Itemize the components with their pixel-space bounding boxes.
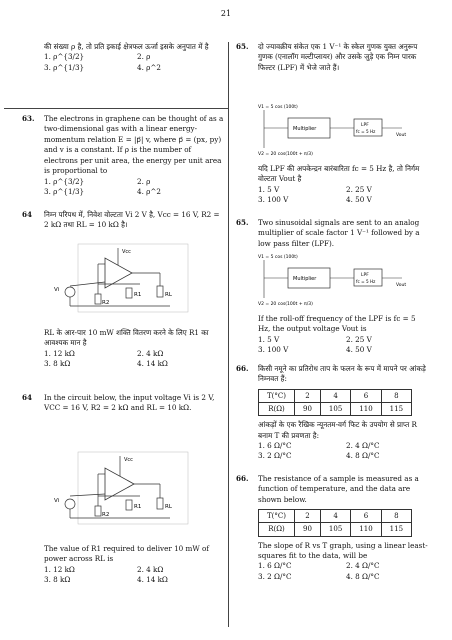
separator — [4, 108, 228, 109]
svg-text:Vout: Vout — [396, 133, 407, 138]
option-3[interactable]: 3. 100 V — [258, 195, 289, 205]
svg-text:RL: RL — [165, 292, 172, 298]
option-3[interactable]: 3. 8 kΩ — [44, 575, 71, 585]
option-2[interactable]: 2. 25 V — [346, 184, 372, 194]
question-65-hindi-after: यदि LPF की अपकेन्द्रन बारंबारिता fc = 5 Hz है, तो निर्गम वोल्टता Vout है — [258, 164, 420, 184]
svg-text:Multiplier: Multiplier — [293, 276, 317, 282]
question-64-hindi-prompt — [44, 328, 224, 370]
question-65-hindi-text: दो ज्यावक्रीय संकेत एक 1 V⁻¹ के स्केल गुणक युक्त अनुरूप गुणक (एनालॉग मल्टीप्लायर) और उसके जुड़े एक निम्न पारक फिल्टर (LPF) में भेजे जाते हैं। — [258, 42, 418, 72]
question-64-english-prompt — [44, 544, 224, 586]
option-2[interactable]: 2. 25 V — [346, 334, 372, 344]
question-64-hindi-options — [44, 349, 224, 370]
question-66-hindi-options — [258, 441, 428, 462]
option-4[interactable]: 4. ρ^2 — [137, 187, 161, 197]
question-64-hindi-after: RL के आर-पार 10 mW शक्ति वितरण करने के लिए R1 का आवश्यक मान है — [44, 328, 209, 348]
option-1[interactable]: 1. 12 kΩ — [44, 348, 75, 358]
question-63 — [22, 114, 224, 198]
question-64-english-text: In the circuit below, the input voltage Vi is 2 V, VCC = 16 V, R2 = 2 kΩ and RL = 10 kΩ. — [44, 393, 215, 413]
svg-text:Vout: Vout — [396, 283, 407, 288]
svg-text:LPF: LPF — [361, 273, 369, 278]
question-number: 65. — [236, 42, 249, 51]
svg-text:Vi: Vi — [54, 498, 60, 504]
option-4[interactable]: 4. 8 Ω/°C — [346, 571, 380, 581]
question-65-english-options — [258, 335, 428, 356]
option-1[interactable]: 1. ρ^{3/2} — [44, 176, 85, 186]
svg-text:R2: R2 — [102, 512, 110, 518]
question-66-hindi-text: किसी नमूने का प्रतिरोध ताप के फलन के रूप में मापने पर आंकड़े निम्नवत हैं: — [258, 364, 426, 384]
option-2[interactable]: 2. ρ — [137, 52, 151, 62]
option-1[interactable]: 1. 5 V — [258, 184, 280, 194]
question-66-english-after: The slope of R vs T graph, using a linear least-squares fit to the data, will be — [258, 540, 428, 561]
multiplier-lpf-diagram-2 — [256, 252, 426, 308]
question-number: 65. — [236, 218, 249, 227]
option-2[interactable]: 2. 4 Ω/°C — [346, 441, 380, 451]
question-64-english — [22, 393, 224, 414]
page-number: 21 — [220, 9, 232, 18]
svg-text:Vi: Vi — [54, 287, 60, 293]
option-4[interactable]: 4. 50 V — [346, 195, 372, 205]
option-1[interactable]: 1. 6 Ω/°C — [258, 441, 292, 451]
option-4[interactable]: 4. 50 V — [346, 345, 372, 355]
multiplier-lpf-diagram — [256, 102, 426, 158]
option-3[interactable]: 3. ρ^{1/3} — [44, 187, 85, 197]
question-66-hindi-after: आंकड़ों के एक रैखिक न्यूनतम-वर्ग फिट के उपयोग से प्राप्त R बनाम T की प्रवणता है: — [258, 420, 417, 440]
svg-text:R1: R1 — [134, 292, 142, 298]
question-62-text: की संख्या ρ है, तो प्रति इकाई क्षेत्रफल ऊर्जा इसके अनुपात में है — [44, 42, 209, 51]
question-65-english-text: Two sinusoidal signals are sent to an analog multiplier of scale factor 1 V⁻¹ followed by a low pass filter (LPF). — [258, 218, 420, 248]
question-62-tail — [44, 42, 224, 73]
option-2[interactable]: 2. 4 Ω/°C — [346, 561, 380, 571]
data-table-2: T(°C) 2 4 6 8 R(Ω) 90 105 110 115 — [258, 509, 412, 536]
svg-text:Vcc: Vcc — [124, 457, 133, 463]
svg-text:V2 = 20 cos(100t + π/3): V2 = 20 cos(100t + π/3) — [258, 302, 313, 307]
svg-text:fc = 5 Hz: fc = 5 Hz — [356, 129, 376, 134]
option-3[interactable]: 3. 8 kΩ — [44, 359, 71, 369]
svg-text:R2: R2 — [102, 300, 110, 306]
option-2[interactable]: 2. ρ — [137, 176, 151, 186]
question-66-english — [236, 474, 428, 582]
option-4[interactable]: 4. 8 Ω/°C — [346, 451, 380, 461]
question-number: 63. — [22, 114, 35, 123]
question-66-hindi — [236, 364, 428, 462]
data-table: T(°C) 2 4 6 8 R(Ω) 90 105 110 115 — [258, 389, 412, 416]
option-1[interactable]: 1. ρ^{3/2} — [44, 52, 85, 62]
question-65-hindi-options — [258, 185, 428, 206]
option-3[interactable]: 3. 2 Ω/°C — [258, 571, 292, 581]
question-number: 64 — [22, 393, 33, 402]
op-amp-circuit-diagram-2 — [54, 452, 210, 524]
question-63-text: The electrons in graphene can be thought of as a two-dimensional gas with a linear energy-momentum relation E = |p⃗| v, where p⃗ = (px, py) and v is a constant. If ρ is the number of electrons per unit area, the energy per unit area is proportional to — [44, 114, 224, 176]
question-62-options — [44, 52, 224, 73]
svg-text:V1 = 5 cos (100t): V1 = 5 cos (100t) — [258, 105, 298, 110]
question-65-english — [236, 218, 428, 249]
option-4[interactable]: 4. 14 kΩ — [137, 575, 168, 585]
svg-text:Vcc: Vcc — [122, 249, 131, 255]
question-65-hindi — [236, 42, 428, 73]
question-65-english-prompt — [258, 314, 428, 356]
option-1[interactable]: 1. 6 Ω/°C — [258, 561, 292, 571]
question-64-english-options — [44, 565, 224, 586]
svg-text:RL: RL — [165, 504, 172, 510]
column-divider — [228, 42, 229, 627]
option-1[interactable]: 1. 12 kΩ — [44, 564, 75, 574]
svg-text:V1 = 5 cos (100t): V1 = 5 cos (100t) — [258, 255, 298, 260]
question-66-english-text: The resistance of a sample is measured as a function of temperature, and the data are shown below. — [258, 474, 419, 504]
option-3[interactable]: 3. ρ^{1/3} — [44, 62, 85, 72]
option-4[interactable]: 4. 14 kΩ — [137, 359, 168, 369]
option-3[interactable]: 3. 100 V — [258, 345, 289, 355]
question-number: 66. — [236, 364, 249, 373]
svg-text:Multiplier: Multiplier — [293, 126, 317, 132]
question-number: 66. — [236, 474, 249, 483]
op-amp-circuit-diagram — [54, 244, 210, 312]
question-65-hindi-prompt — [258, 164, 428, 206]
svg-text:V2 = 20 cos(100t + π/3): V2 = 20 cos(100t + π/3) — [258, 152, 313, 157]
option-3[interactable]: 3. 2 Ω/°C — [258, 451, 292, 461]
question-66-english-options — [258, 561, 428, 582]
question-64-english-after: The value of R1 required to deliver 10 mW of power across RL is — [44, 544, 210, 564]
question-64-hindi — [22, 210, 224, 231]
svg-text:R1: R1 — [134, 504, 142, 510]
question-64-hindi-text: निम्न परिपथ में, निवेश वोल्टता Vi 2 V है, Vcc = 16 V, R2 = 2 kΩ तथा RL = 10 kΩ है। — [44, 210, 220, 230]
svg-text:LPF: LPF — [361, 123, 369, 128]
svg-text:fc = 5 Hz: fc = 5 Hz — [356, 279, 376, 284]
question-63-options — [44, 177, 224, 198]
option-4[interactable]: 4. ρ^2 — [137, 62, 161, 72]
option-1[interactable]: 1. 5 V — [258, 334, 280, 344]
option-2[interactable]: 2. 4 kΩ — [137, 564, 164, 574]
option-2[interactable]: 2. 4 kΩ — [137, 348, 164, 358]
question-number: 64 — [22, 210, 33, 219]
question-65-english-after: If the roll-off frequency of the LPF is fc = 5 Hz, the output voltage Vout is — [258, 314, 416, 334]
